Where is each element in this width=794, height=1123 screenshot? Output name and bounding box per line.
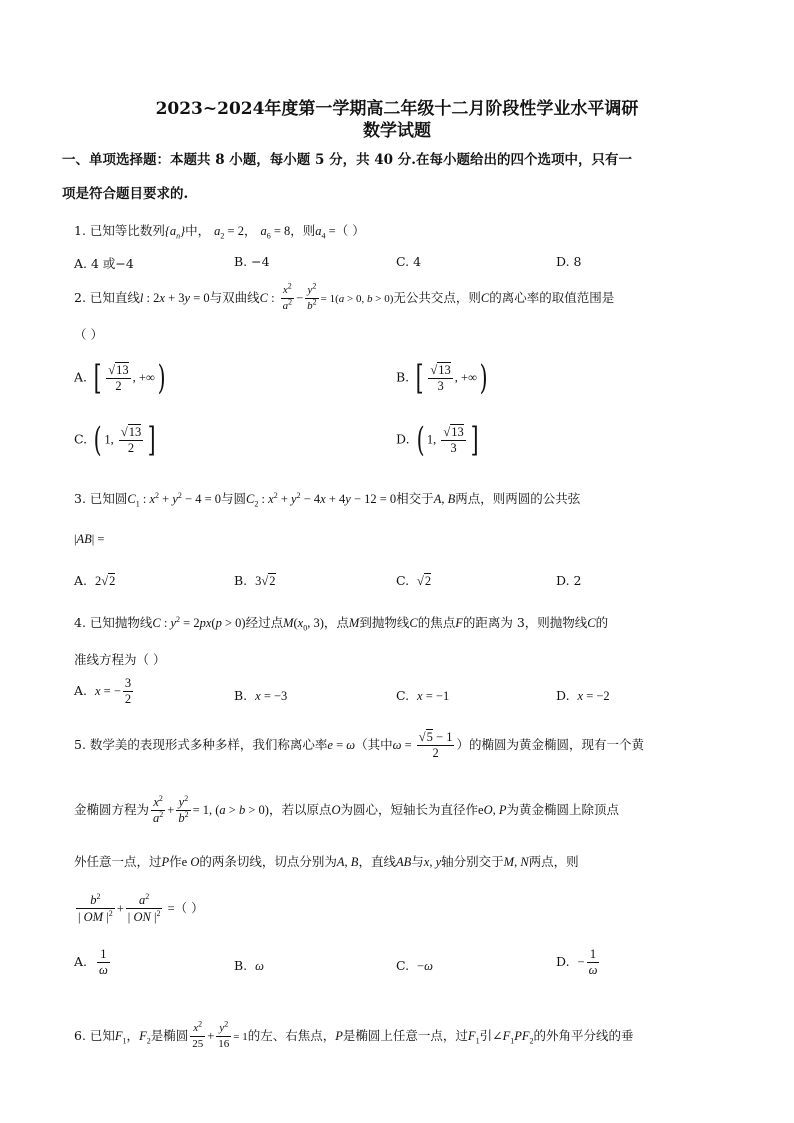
q5-text: 两点，则	[528, 854, 579, 869]
q2-option-c: C. ( 1, $\frac{√13}{2}$ ]	[74, 420, 156, 460]
q4-option-b: B. x = −3	[234, 688, 288, 703]
question-5: 5. 数学美的表现形式多种多样，我们称离心率e = ω（其中ω = $\frac{√5 - 1}{2}$ ）的椭圆为黄金椭圆，现有一个黄	[74, 730, 644, 760]
question-3: 3. 已知圆$C_1$ : $x^2 + y^2 - 4 = 0$与圆$C_2$ : $x^2 + y^2 - 4x + 4y - 12 = 0$相交于A, B两点，则两圆的公共弦	[74, 490, 581, 509]
q1-text: ，则	[290, 223, 316, 238]
q6-text: 6. 已知	[74, 1028, 115, 1043]
q1-text: 1. 已知等比数列	[74, 223, 165, 238]
exam-title: 2023~2024年度第一学期高二年级十二月阶段性学业水平调研	[155, 99, 639, 119]
q5-text: 5. 数学美的表现形式多种多样，我们称离心率	[74, 737, 328, 752]
q5-text: 金椭圆方程为	[74, 802, 150, 817]
exam-subtitle: 数学试题	[363, 121, 431, 141]
q5-option-a-label: A.	[74, 954, 88, 969]
q5-expression: $\frac{b^2}{| OM |^2}$ + $\frac{a^2}{| ON |^2}$ =（ ）	[78, 891, 204, 924]
q2-option-c-label: C.	[74, 431, 88, 447]
q4-text: 经过点	[245, 615, 284, 630]
q2-option-d: D. ( 1, $\frac{√13}{3}$ ]	[396, 420, 479, 460]
q5-option-c: C. −ω	[396, 958, 433, 973]
q3-chord-expression: |AB| =	[74, 532, 105, 546]
q5-text: 的两条切线，切点分别为	[199, 854, 337, 869]
q5-text: 轴分别交于	[441, 854, 504, 869]
q6-text: 的左、右焦点，	[247, 1028, 336, 1043]
q5-option-b: B. ω	[234, 958, 264, 973]
q5-option-d: D. − $\frac{1}{\omega}$	[556, 947, 598, 977]
q4-option-d-label: D.	[556, 688, 570, 703]
q2-option-a-label: A.	[74, 369, 88, 385]
q1-option-d: D. 8	[556, 254, 582, 269]
q4-text: ，点	[323, 615, 349, 630]
q6-text: 是椭圆上任意一点，过	[342, 1028, 468, 1043]
q5-text: （其中	[355, 737, 393, 752]
q2-text: 无公共交点，则	[393, 290, 481, 305]
q5-line3: 外任意一点，过P作e O的两条切线，切点分别为A, B，直线AB与x, y轴分别交于M, N两点，则	[74, 854, 579, 869]
section-heading-line1: 一、单项选择题：本题共 8 小题，每小题 5 分，共 40 分.在每小题给出的四个选项中，只有一	[62, 152, 632, 168]
q1-text: ，	[243, 223, 257, 238]
q3-text: 两点，则两圆的公共弦	[455, 491, 581, 506]
q4-text-line2: 准线方程为（ ）	[74, 652, 166, 667]
q5-line2: 金椭圆方程为 $\frac{x^2}{a^2}$ + $\frac{y^2}{b^2}$ = 1, (a > b > 0)，若以原点O为圆心，短轴长为直径作eO, P为黄金椭圆上除顶点	[74, 793, 620, 825]
q5-option-a: A. $\frac{1}{\omega}$	[74, 947, 108, 977]
q4-option-b-label: B.	[234, 688, 248, 703]
question-6: 6. 已知$F_1$，$F_2$是椭圆 $\frac{x^2}{25}$ + $\frac{y^2}{16}$ = 1的左、右焦点，P是椭圆上任意一点，过$F_1$引$\angle F_1PF_2$的外角平分线的垂	[74, 1019, 634, 1050]
q5-text: 为黄金椭圆上除顶点	[506, 802, 620, 817]
q2-option-b: B. [ $\frac{√13}{3}$ , +∞)	[396, 358, 488, 398]
question-2: 2. 已知直线l : 2x + 3y = 0与双曲线C : $\frac{x^2}{a^2}$ − $\frac{y^2}{b^2}$ = 1(a > 0, b > 0)无公共交点，则C的离心率的取值范围是	[74, 281, 615, 312]
q4-text: 的焦点	[417, 615, 456, 630]
q4-text: 的	[595, 615, 609, 630]
q3-option-a: A. 2√2	[74, 573, 116, 588]
q3-text: 与圆	[221, 491, 247, 506]
q2-option-a: A. [ $\frac{√13}{2}$ , +∞)	[74, 358, 166, 398]
q3-option-d: D. 2	[556, 573, 582, 588]
q2-answer-bracket: （ ）	[74, 327, 103, 342]
q6-text: 的外角平分线的垂	[533, 1028, 634, 1043]
question-4: 4. 已知抛物线C : $y^2 = 2px(p > 0)$经过点$M(x_0$, 3)，点M到抛物线C的焦点F的距离为 3，则抛物线C的	[74, 614, 609, 633]
q1-option-b: B. −4	[234, 254, 270, 269]
q4-option-a: A. x = − $\frac{3}{2}$	[74, 676, 132, 706]
q4-option-d: D. x = −2	[556, 688, 610, 703]
q2-option-d-label: D.	[396, 431, 410, 447]
q6-text: ，	[126, 1028, 140, 1043]
q5-text: 作	[169, 854, 182, 869]
q5-text: 外任意一点，过	[74, 854, 162, 869]
q3-option-b-label: B.	[234, 573, 248, 588]
q5-text: （ ）	[174, 900, 204, 916]
q1-option-c: C. 4	[396, 254, 422, 269]
q4-text: 4. 已知抛物线	[74, 615, 153, 630]
q2-option-b-label: B.	[396, 369, 410, 385]
q5-text: ）的椭圆为黄金椭圆，现有一个黄	[456, 737, 644, 752]
q2-text: 2. 已知直线	[74, 290, 140, 305]
q3-option-c-label: C.	[396, 573, 410, 588]
q3-text: 3. 已知圆	[74, 491, 128, 506]
q6-text: 引	[479, 1028, 493, 1043]
q5-text: 为圆心，短轴长为直径作	[340, 802, 479, 817]
q2-text: 与双曲线	[209, 290, 260, 305]
q4-text: 的距离为 3，则抛物线	[462, 615, 588, 630]
q6-text: 是椭圆	[150, 1028, 189, 1043]
q3-option-b: B. 3√2	[234, 573, 276, 588]
q1-option-a: A. 4 或−4	[74, 256, 134, 271]
q5-option-d-label: D.	[556, 954, 570, 969]
q3-option-c: C. √2	[396, 573, 432, 588]
question-1: 1. 已知等比数列$\{a_n\}$中， $a_2 = 2$， $a_6 = 8$，则$a_4$ =（ ）	[74, 223, 365, 241]
q1-text: 中，	[185, 223, 211, 238]
q4-option-a-label: A.	[74, 683, 88, 698]
q4-text: 到抛物线	[359, 615, 410, 630]
q3-option-a-label: A.	[74, 573, 88, 588]
q3-text: 相交于	[396, 491, 434, 506]
q1-text: （ ）	[335, 223, 365, 238]
q2-text: 的离心率的取值范围是	[489, 290, 615, 305]
q5-option-c-label: C.	[396, 958, 410, 973]
section-heading-line2: 项是符合题目要求的.	[62, 186, 189, 202]
q5-text: ，若以原点	[268, 802, 332, 817]
q5-text: 与	[411, 854, 424, 869]
q4-option-c-label: C.	[396, 688, 410, 703]
q5-option-b-label: B.	[234, 958, 248, 973]
q4-option-c: C. x = −1	[396, 688, 450, 703]
q5-text: ，直线	[358, 854, 396, 869]
